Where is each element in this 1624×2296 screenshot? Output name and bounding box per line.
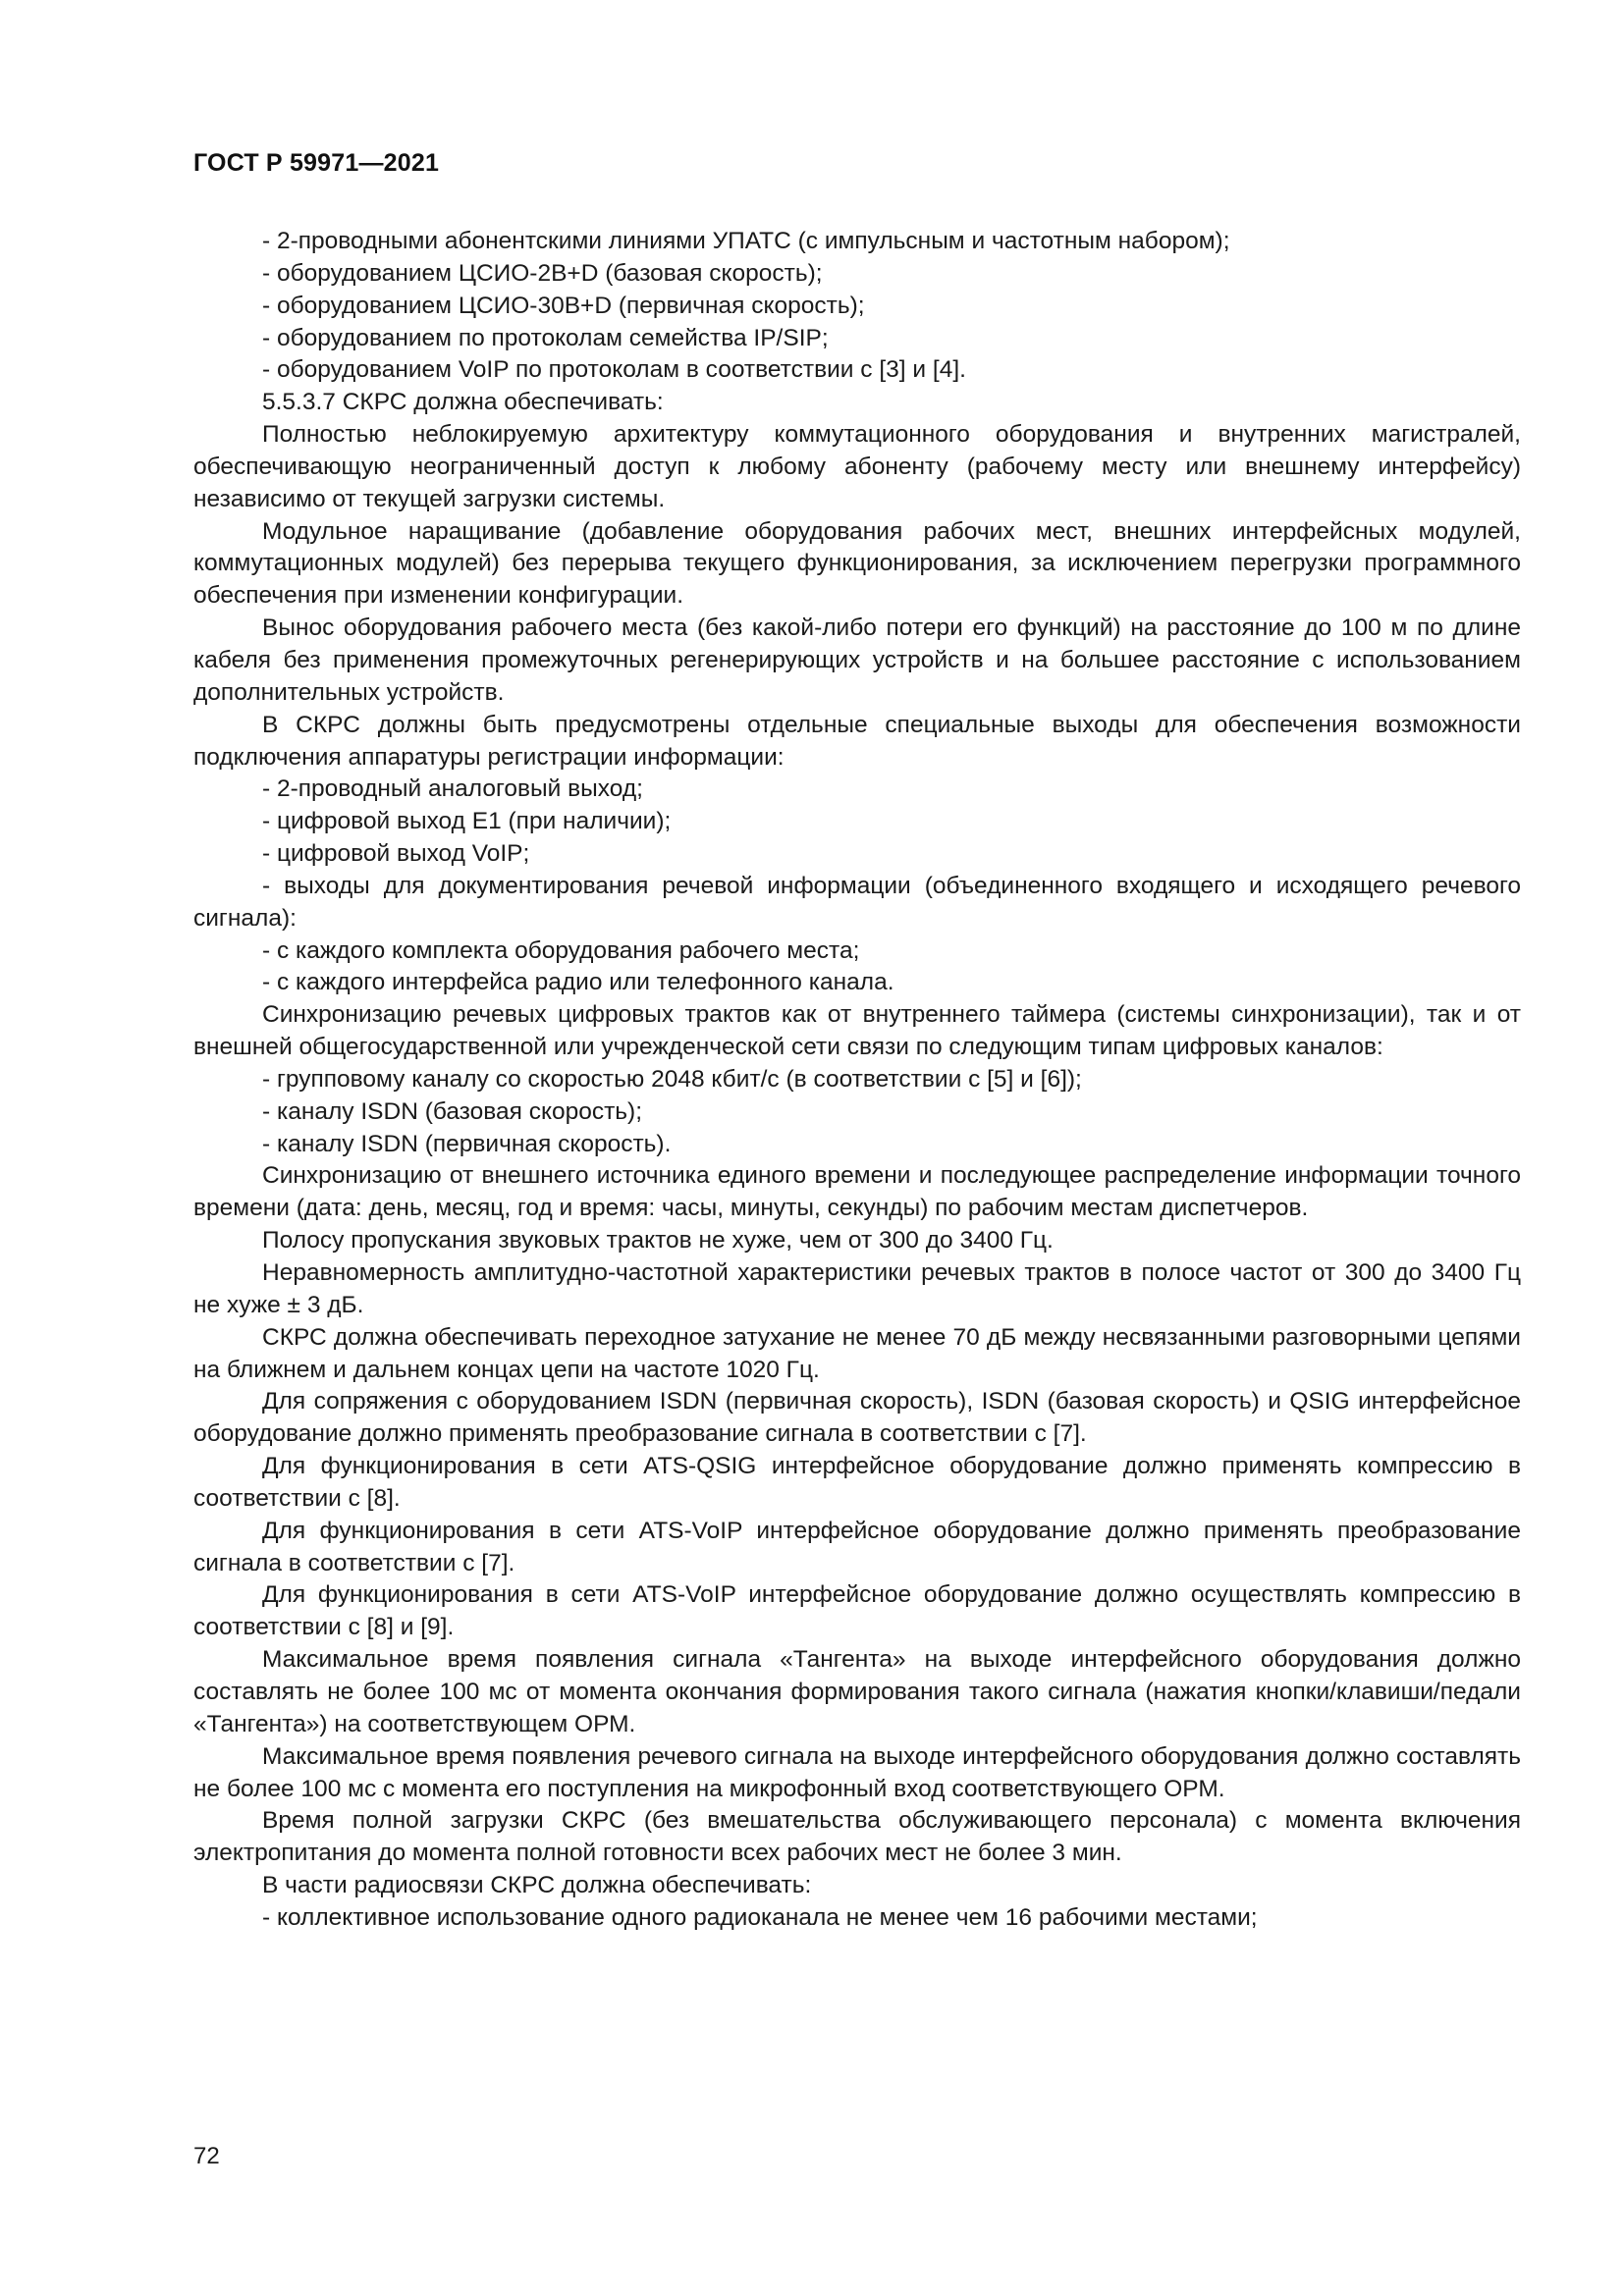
list-item: - цифровой выход Е1 (при наличии); xyxy=(262,808,672,835)
paragraph: Полностью неблокируемую архитектуру коммутационного оборудования и внутренних магистралей, обеспечивающую неограниченный доступ к любому абоненту (рабочему месту или внешнему интерфейсу) независимо от текущей загрузки системы. xyxy=(193,421,1521,512)
paragraph: В части радиосвязи СКРС должна обеспечивать: xyxy=(262,1872,812,1899)
paragraph: 5.5.3.7 СКРС должна обеспечивать: xyxy=(262,389,664,416)
list-item: - 2-проводными абонентскими линиями УПАТС (с импульсным и частотным набором); xyxy=(262,228,1230,254)
paragraph: Для функционирования в сети ATS-VoIP интерфейсное оборудование должно применять преобразование сигнала в соответствии с [7]. xyxy=(193,1517,1521,1576)
paragraph: Для функционирования в сети ATS-VoIP интерфейсное оборудование должно осуществлять компрессию в соответствии с [8] и [9]. xyxy=(193,1581,1521,1641)
list-item: - цифровой выход VoIP; xyxy=(262,840,530,868)
paragraph: Максимальное время появления речевого сигнала на выходе интерфейсного оборудования должно составлять не более 100 мс с момента его поступления на микрофонный вход соответствующего ОРМ. xyxy=(193,1742,1521,1802)
list-item: - 2-проводный аналоговый выход; xyxy=(262,775,643,803)
paragraph: Для функционирования в сети ATS-QSIG интерфейсное оборудование должно применять компрессию в соответствии с [8]. xyxy=(193,1453,1521,1512)
paragraph: Максимальное время появления сигнала «Тангента» на выходе интерфейсного оборудования должно составлять не более 100 мс от момента окончания формирования такого сигнала (нажатия кнопки/клавиши/педали «Тангента») на соответствующем ОРМ. xyxy=(193,1646,1521,1737)
body-text xyxy=(193,226,1521,1935)
standard-header: ГОСТ Р 59971—2021 xyxy=(193,149,440,177)
list-item: - групповому каналу со скоростью 2048 кбит/с (в соответствии с [5] и [6]); xyxy=(262,1065,1082,1093)
list-item: - оборудованием по протоколам семейства IP/SIP; xyxy=(262,324,829,351)
paragraph: - выходы для документирования речевой информации (объединенного входящего и исходящего речевого сигнала): xyxy=(193,872,1521,932)
paragraph: Время полной загрузки СКРС (без вмешательства обслуживающего персонала) с момента включения электропитания до момента полной готовности всех рабочих мест не более 3 мин. xyxy=(193,1807,1521,1867)
paragraph: СКРС должна обеспечивать переходное затухание не менее 70 дБ между несвязанными разговорными цепями на ближнем и дальнем концах цепи на частоте 1020 Гц. xyxy=(193,1323,1521,1383)
paragraph: Полосу пропускания звуковых трактов не хуже, чем от 300 до 3400 Гц. xyxy=(262,1227,1054,1255)
list-item: - каналу ISDN (первичная скорость). xyxy=(262,1130,672,1157)
paragraph: Вынос оборудования рабочего места (без какой-либо потери его функций) на расстояние до 100 м по длине кабеля без применения промежуточных регенерирующих устройств и на большее расстояние с использованием дополнительных устройств. xyxy=(193,614,1521,706)
paragraph: Модульное наращивание (добавление оборудования рабочих мест, внешних интерфейсных модулей, коммутационных модулей) без перерыва текущего функционирования, за исключением перегрузки программного обеспечения при изменении конфигурации. xyxy=(193,517,1521,610)
list-item: - каналу ISDN (базовая скорость); xyxy=(262,1097,643,1125)
paragraph: В СКРС должны быть предусмотрены отдельные специальные выходы для обеспечения возможности подключения аппаратуры регистрации информации: xyxy=(193,711,1521,771)
list-item: - оборудованием VoIP по протоколам в соответствии с [3] и [4]. xyxy=(262,356,966,384)
list-item: - оборудованием ЦСИО-30В+D (первичная скорость); xyxy=(262,292,865,319)
page-number: 72 xyxy=(193,2143,220,2169)
paragraph: Синхронизацию речевых цифровых трактов как от внутреннего таймера (системы синхронизации), так и от внешней общегосударственной или учрежденческой сети связи по следующим типам цифровых каналов: xyxy=(193,1001,1521,1061)
paragraph: Синхронизацию от внешнего источника единого времени и последующее распределение информации точного времени (дата: день, месяц, год и время: часы, минуты, секунды) по рабочим местам диспетчеров. xyxy=(193,1162,1521,1222)
list-item: - с каждого интерфейса радио или телефонного канала. xyxy=(262,969,894,996)
list-item: - оборудованием ЦСИО-2В+D (базовая скорость); xyxy=(262,259,823,287)
paragraph: Для сопряжения с оборудованием ISDN (первичная скорость), ISDN (базовая скорость) и QSIG интерфейсное оборудование должно применять преобразование сигнала в соответствии с [7]. xyxy=(193,1388,1521,1448)
list-item: - с каждого комплекта оборудования рабочего места; xyxy=(262,936,860,964)
paragraph: Неравномерность амплитудно-частотной характеристики речевых трактов в полосе частот от 300 до 3400 Гц не хуже ± 3 дБ. xyxy=(193,1259,1521,1318)
list-item: - коллективное использование одного радиоканала не менее чем 16 рабочими местами; xyxy=(262,1903,1258,1931)
